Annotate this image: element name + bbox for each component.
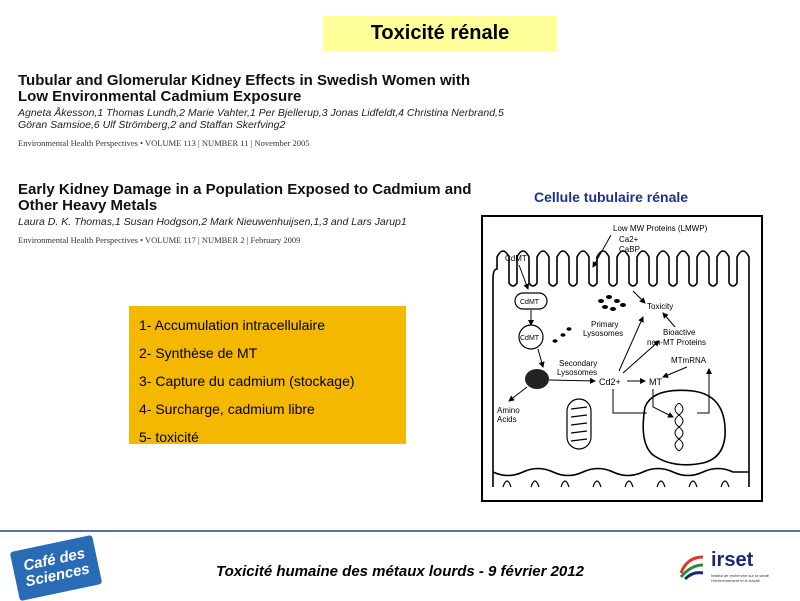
calcium-label: Ca2+ bbox=[619, 235, 639, 244]
reference-1-authors-line2: Göran Samsioe,6 Ulf Strömberg,2 and Staffan Skerfving2 bbox=[18, 119, 286, 131]
step-item: 2- Synthèse de MT bbox=[139, 345, 258, 361]
bioactive-to-toxicity-arrow bbox=[663, 313, 675, 327]
bioactive-label-2: non-MT Proteins bbox=[647, 338, 706, 347]
secondary-lysosomes-label-1: Secondary bbox=[559, 359, 598, 368]
cd-to-nucleus-line bbox=[613, 389, 647, 413]
irset-mark-icon bbox=[677, 551, 707, 581]
step-item: 3- Capture du cadmium (stockage) bbox=[139, 373, 355, 389]
reference-2-title-line1: Early Kidney Damage in a Population Exposed to Cadmium and bbox=[18, 181, 472, 198]
reference-2-title-line2: Other Heavy Metals bbox=[18, 197, 158, 214]
diagram-caption: Cellule tubulaire rénale bbox=[534, 189, 689, 205]
primary-lysosomes-label-1: Primary bbox=[591, 320, 619, 329]
cell-diagram-svg bbox=[483, 217, 761, 500]
cadmium-ion-label: Cd2+ bbox=[599, 377, 621, 387]
cd-to-bioactive-arrow bbox=[623, 341, 659, 373]
reference-1-journal: Environmental Health Perspectives • VOLUME 113 | NUMBER 11 | November 2005 bbox=[18, 138, 310, 148]
irset-logo-name: irset bbox=[711, 549, 754, 571]
nucleus-to-mrna-arrow bbox=[697, 369, 709, 413]
cafe-des-sciences-logo: Café des Sciences bbox=[10, 535, 103, 601]
nucleus bbox=[643, 390, 725, 464]
mtmrna-label: MTmRNA bbox=[671, 356, 707, 365]
reference-1-authors bbox=[18, 107, 618, 131]
reference-2-journal: Environmental Health Perspectives • VOLUME 117 | NUMBER 2 | February 2009 bbox=[18, 235, 301, 245]
cdmt-top-label: CdMT bbox=[505, 254, 527, 263]
bioactive-label-1: Bioactive bbox=[663, 328, 696, 337]
mitochondrion bbox=[567, 399, 591, 449]
reference-2-title bbox=[18, 182, 508, 214]
mrna-to-mt-arrow bbox=[663, 367, 687, 377]
basal-infoldings bbox=[503, 481, 729, 487]
secondary-lysosome bbox=[525, 369, 549, 389]
cabp-label: CaBP bbox=[619, 245, 640, 254]
step-item: 1- Accumulation intracellulaire bbox=[139, 317, 325, 333]
amino-acids-label-2: Acids bbox=[497, 415, 517, 424]
amino-acids-arrow bbox=[509, 387, 527, 401]
footer-divider bbox=[0, 530, 800, 532]
primary-lysosomes-label-2: Lysosomes bbox=[583, 329, 624, 338]
toxicity-label: Toxicity bbox=[647, 302, 674, 311]
irset-logo bbox=[677, 547, 787, 587]
lmwp-label: Low MW Proteins (LMWP) bbox=[613, 224, 708, 233]
irset-logo-subtitle: Institut de recherche sur la santé l'environnement et le travail bbox=[711, 573, 770, 583]
endosome-arrow bbox=[538, 349, 543, 367]
reference-2-authors bbox=[18, 216, 508, 228]
microvilli-membrane bbox=[493, 251, 749, 487]
amino-acids-label-1: Amino bbox=[497, 406, 520, 415]
reference-1 bbox=[18, 73, 618, 148]
dna-helix bbox=[675, 403, 683, 451]
step-item: 5- toxicité bbox=[139, 429, 199, 445]
reference-1-authors-line1: Agneta Åkesson,1 Thomas Lundh,2 Marie Vahter,1 Per Bjellerup,3 Jonas Lidfeldt,4 Christina Nerbrand,5 bbox=[18, 107, 504, 119]
lysosome-to-cd-arrow bbox=[549, 380, 595, 381]
mechanism-steps-box bbox=[129, 306, 406, 444]
reference-1-title bbox=[18, 73, 618, 105]
tubular-cell-diagram bbox=[481, 215, 763, 502]
step-item: 4- Surcharge, cadmium libre bbox=[139, 401, 315, 417]
reference-2 bbox=[18, 182, 508, 245]
reference-1-title-line1: Tubular and Glomerular Kidney Effects in Swedish Women with bbox=[18, 72, 471, 89]
endocytic-vesicle bbox=[515, 293, 547, 309]
mt-label: MT bbox=[649, 377, 662, 387]
footer-text: Toxicité humaine des métaux lourds - 9 février 2012 bbox=[216, 563, 584, 580]
slide-title: Toxicité rénale bbox=[323, 16, 557, 51]
secondary-lysosomes-label-2: Lysosomes bbox=[557, 368, 598, 377]
vesicle-cdmt-label: CdMT bbox=[520, 299, 540, 306]
reference-1-title-line2: Low Environmental Cadmium Exposure bbox=[18, 88, 302, 105]
endosome-cdmt-label: CdMT bbox=[520, 335, 540, 342]
endosome bbox=[519, 325, 543, 349]
cd-to-toxicity-arrow bbox=[619, 317, 643, 371]
cdmt-entry-arrow bbox=[519, 265, 528, 289]
lysosome-to-toxicity-arrow bbox=[633, 291, 645, 303]
reference-2-authors-line1: Laura D. K. Thomas,1 Susan Hodgson,2 Mark Nieuwenhuijsen,1,3 and Lars Jarup1 bbox=[18, 216, 407, 228]
